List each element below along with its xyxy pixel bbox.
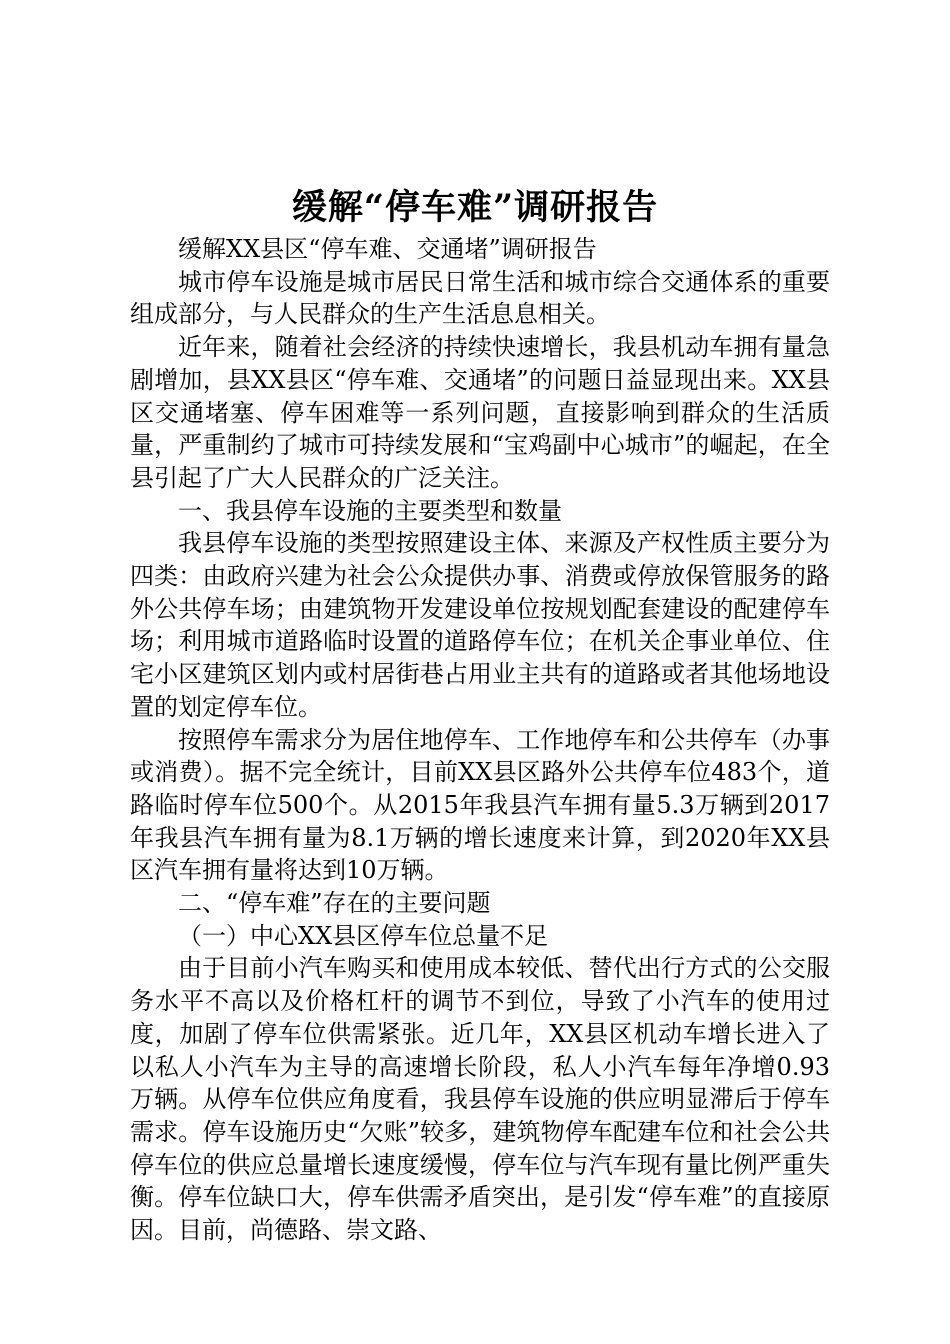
paragraph-parking-demand: 按照停车需求分为居住地停车、工作地停车和公共停车（办事或消费）。据不完全统计，目前XX县区路外公共停车位483个，道路临时停车位500个。从2015年我县汽车拥有量5.3万辆到2017年我县汽车拥有量为8.1万辆的增长速度来计算，到2020年XX县区汽车拥有量将达到10万辆。: [130, 725, 830, 885]
report-subtitle: 缓解XX县区“停车难、交通堵”调研报告: [178, 235, 597, 263]
section-heading-2: 二、“停车难”存在的主要问题: [178, 889, 491, 918]
subsection-heading-1: （一）中心XX县区停车位总量不足: [178, 921, 549, 950]
section-heading-1: 一、我县停车设施的主要类型和数量: [178, 496, 562, 525]
paragraph-background: 近年来，随着社会经济的持续快速增长，我县机动车拥有量急剧增加，县XX县区“停车难、交通堵”的问题日益显现出来。XX县区交通堵塞、停车困难等一系列问题，直接影响到群众的生活质量，严重制约了城市可持续发展和“宝鸡副中心城市”的崛起，在全县引起了广大人民群众的广泛关注。: [130, 333, 830, 492]
paragraph-parking-types: 我县停车设施的类型按照建设主体、来源及产权性质主要分为四类：由政府兴建为社会公众提供办事、消费或停放保管服务的路外公共停车场；由建筑物开发建设单位按规划配套建设的配建停车场；利用城市道路临时设置的道路停车位；在机关企事业单位、住宅小区建筑区划内或村居街巷占用业主共有的道路或者其他场地设置的划定停车位。: [130, 529, 830, 721]
paragraph-shortage: 由于目前小汽车购买和使用成本较低、替代出行方式的公交服务水平不高以及价格杠杆的调节不到位，导致了小汽车的使用过度，加剧了停车位供需紧张。近几年，XX县区机动车增长进入了以私人小汽车为主导的高速增长阶段，私人小汽车每年净增0.93万辆。从停车位供应角度看，我县停车设施的供应明显滞后于停车需求。停车设施历史“欠账”较多，建筑物停车配建车位和社会公共停车位的供应总量增长速度缓慢，停车位与汽车现有量比例严重失衡。停车位缺口大，停车供需矛盾突出，是引发“停车难”的直接原因。目前，尚德路、崇文路、: [130, 954, 830, 1245]
document-body: [130, 233, 830, 1247]
paragraph-intro: 城市停车设施是城市居民日常生活和城市综合交通体系的重要组成部分，与人民群众的生产生活息息相关。: [130, 267, 830, 329]
document-title: 缓解“停车难”调研报告: [291, 187, 659, 228]
